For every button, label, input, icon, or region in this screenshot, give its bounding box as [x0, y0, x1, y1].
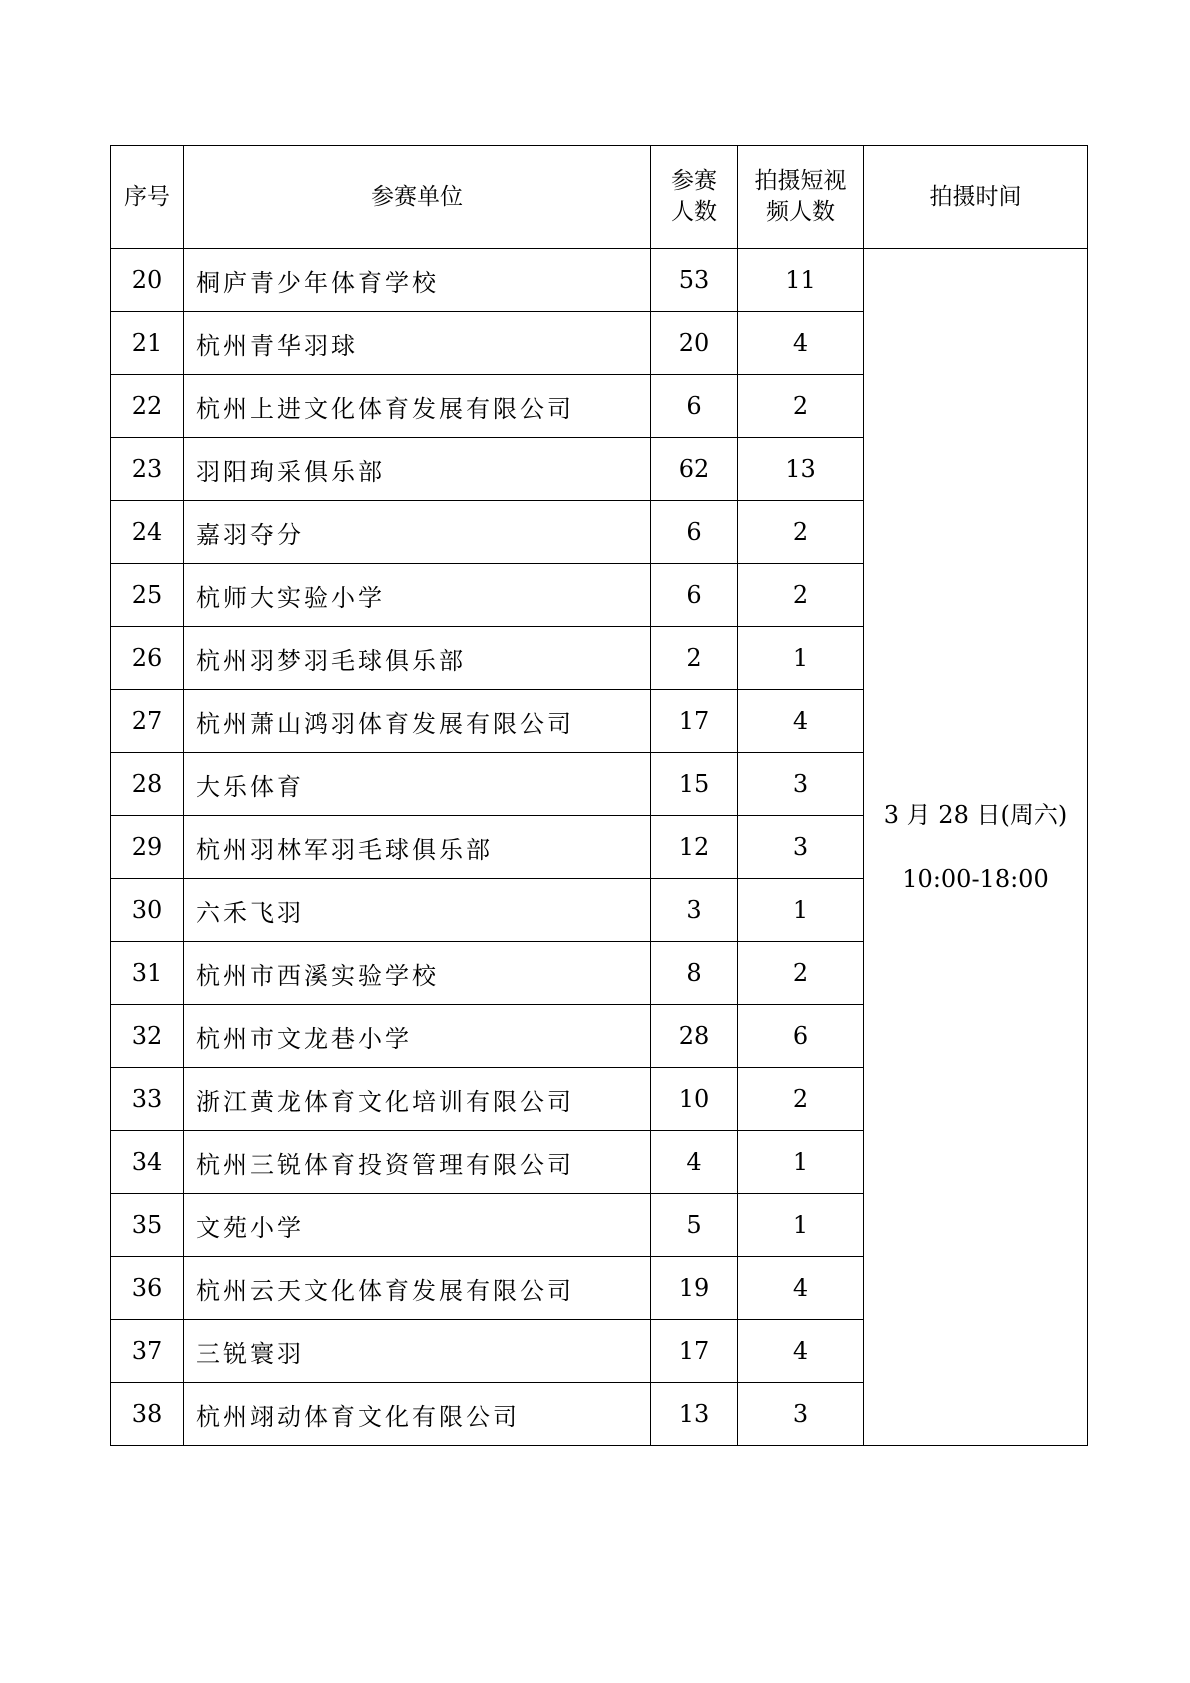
cell-participants: 17 — [651, 690, 738, 753]
cell-seq: 31 — [111, 942, 184, 1005]
header-video-line1: 拍摄短视 — [754, 168, 847, 194]
header-participants — [651, 146, 738, 249]
cell-seq: 23 — [111, 438, 184, 501]
cell-unit: 杭州羽林军羽毛球俱乐部 — [184, 816, 651, 879]
cell-participants: 3 — [651, 879, 738, 942]
cell-participants: 8 — [651, 942, 738, 1005]
cell-seq: 38 — [111, 1383, 184, 1446]
participants-table — [110, 145, 1088, 1446]
cell-participants: 15 — [651, 753, 738, 816]
cell-video: 3 — [738, 753, 864, 816]
table-row — [111, 249, 1088, 312]
cell-video: 3 — [738, 816, 864, 879]
cell-participants: 53 — [651, 249, 738, 312]
cell-video: 3 — [738, 1383, 864, 1446]
header-video — [738, 146, 864, 249]
cell-unit: 杭州翊动体育文化有限公司 — [184, 1383, 651, 1446]
header-unit: 参赛单位 — [184, 146, 651, 249]
cell-participants: 19 — [651, 1257, 738, 1320]
cell-seq: 26 — [111, 627, 184, 690]
cell-video: 4 — [738, 1320, 864, 1383]
header-participants-line1: 参赛 — [671, 168, 717, 194]
header-row — [111, 146, 1088, 249]
cell-seq: 21 — [111, 312, 184, 375]
cell-participants: 6 — [651, 375, 738, 438]
cell-video: 1 — [738, 1194, 864, 1257]
cell-participants: 13 — [651, 1383, 738, 1446]
cell-participants: 17 — [651, 1320, 738, 1383]
cell-seq: 32 — [111, 1005, 184, 1068]
cell-seq: 25 — [111, 564, 184, 627]
cell-seq: 30 — [111, 879, 184, 942]
header-seq: 序号 — [111, 146, 184, 249]
cell-seq: 22 — [111, 375, 184, 438]
cell-video: 4 — [738, 312, 864, 375]
cell-unit: 杭州青华羽球 — [184, 312, 651, 375]
cell-unit: 浙江黄龙体育文化培训有限公司 — [184, 1068, 651, 1131]
cell-participants: 20 — [651, 312, 738, 375]
cell-video: 13 — [738, 438, 864, 501]
time-date: 3 月 28 日(周六) — [883, 801, 1068, 829]
cell-video: 1 — [738, 627, 864, 690]
cell-video: 2 — [738, 564, 864, 627]
cell-video: 11 — [738, 249, 864, 312]
cell-participants: 28 — [651, 1005, 738, 1068]
cell-video: 2 — [738, 501, 864, 564]
cell-unit: 杭州市文龙巷小学 — [184, 1005, 651, 1068]
cell-unit: 杭州市西溪实验学校 — [184, 942, 651, 1005]
cell-video: 4 — [738, 690, 864, 753]
cell-unit: 桐庐青少年体育学校 — [184, 249, 651, 312]
cell-video: 4 — [738, 1257, 864, 1320]
cell-unit: 杭州上进文化体育发展有限公司 — [184, 375, 651, 438]
cell-seq: 34 — [111, 1131, 184, 1194]
time-hours: 10:00-18:00 — [902, 865, 1049, 893]
cell-unit: 杭州羽梦羽毛球俱乐部 — [184, 627, 651, 690]
cell-participants: 10 — [651, 1068, 738, 1131]
cell-participants: 5 — [651, 1194, 738, 1257]
cell-unit: 杭州萧山鸿羽体育发展有限公司 — [184, 690, 651, 753]
cell-unit: 杭州三锐体育投资管理有限公司 — [184, 1131, 651, 1194]
cell-unit: 大乐体育 — [184, 753, 651, 816]
cell-seq: 24 — [111, 501, 184, 564]
cell-unit: 杭州云天文化体育发展有限公司 — [184, 1257, 651, 1320]
cell-video: 1 — [738, 1131, 864, 1194]
cell-video: 2 — [738, 375, 864, 438]
cell-seq: 35 — [111, 1194, 184, 1257]
cell-unit: 三锐寰羽 — [184, 1320, 651, 1383]
cell-video: 1 — [738, 879, 864, 942]
cell-participants: 62 — [651, 438, 738, 501]
header-video-line2: 频人数 — [766, 199, 835, 225]
cell-seq: 29 — [111, 816, 184, 879]
header-time: 拍摄时间 — [864, 146, 1088, 249]
cell-video: 6 — [738, 1005, 864, 1068]
cell-video: 2 — [738, 942, 864, 1005]
cell-participants: 6 — [651, 564, 738, 627]
cell-seq: 20 — [111, 249, 184, 312]
cell-participants: 6 — [651, 501, 738, 564]
cell-unit: 羽阳珣采俱乐部 — [184, 438, 651, 501]
cell-video: 2 — [738, 1068, 864, 1131]
cell-seq: 33 — [111, 1068, 184, 1131]
cell-participants: 2 — [651, 627, 738, 690]
cell-participants: 12 — [651, 816, 738, 879]
cell-unit: 六禾飞羽 — [184, 879, 651, 942]
cell-unit: 嘉羽夺分 — [184, 501, 651, 564]
cell-time — [864, 249, 1088, 1446]
cell-unit: 文苑小学 — [184, 1194, 651, 1257]
cell-seq: 28 — [111, 753, 184, 816]
cell-participants: 4 — [651, 1131, 738, 1194]
cell-unit: 杭师大实验小学 — [184, 564, 651, 627]
cell-seq: 36 — [111, 1257, 184, 1320]
cell-seq: 27 — [111, 690, 184, 753]
header-participants-line2: 人数 — [671, 199, 717, 225]
cell-seq: 37 — [111, 1320, 184, 1383]
